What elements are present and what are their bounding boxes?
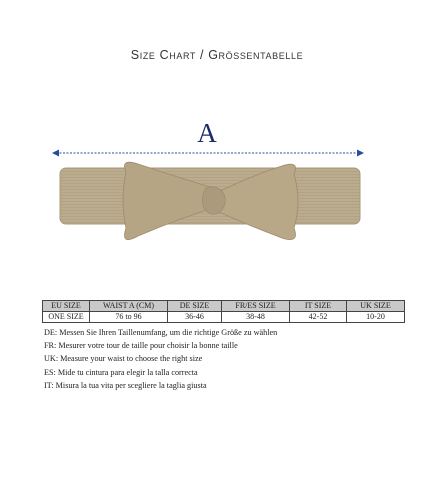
cell-de-size: 36-46: [168, 312, 222, 323]
header-de-size: DE SIZE: [168, 301, 222, 312]
bow-center-knot: [202, 187, 225, 214]
cell-waist: 76 to 96: [90, 312, 168, 323]
size-table: [42, 300, 405, 323]
page-title: Size Chart / Grössentabelle: [130, 48, 304, 62]
note-es: ES: Mide tu cintura para elegir la talla correcta: [44, 367, 198, 377]
belt-image: [60, 158, 360, 246]
note-fr: FR: Mesurer votre tour de taille pour choisir la bonne taille: [44, 341, 238, 351]
note-it: IT: Misura la tua vita per scegliere la taglia giusta: [44, 380, 207, 390]
header-fr-es-size: FR/ES SIZE: [222, 301, 290, 312]
header-waist: WAIST A (CM): [90, 301, 168, 312]
cell-eu-size: ONE SIZE: [43, 312, 90, 323]
header-uk-size: UK SIZE: [347, 301, 405, 312]
header-it-size: IT SIZE: [290, 301, 347, 312]
table-row: [43, 312, 405, 323]
measurement-label: A: [197, 118, 217, 148]
table-header-row: [43, 301, 405, 312]
note-uk: UK: Measure your waist to choose the right size: [44, 354, 203, 364]
header-eu-size: EU SIZE: [43, 301, 90, 312]
cell-it-size: 42-52: [290, 312, 347, 323]
cell-fr-es-size: 38-48: [222, 312, 290, 323]
note-de: DE: Messen Sie Ihren Taillenumfang, um die richtige Größe zu wählen: [44, 328, 278, 337]
size-notes: [44, 326, 424, 392]
cell-uk-size: 10-20: [347, 312, 405, 323]
